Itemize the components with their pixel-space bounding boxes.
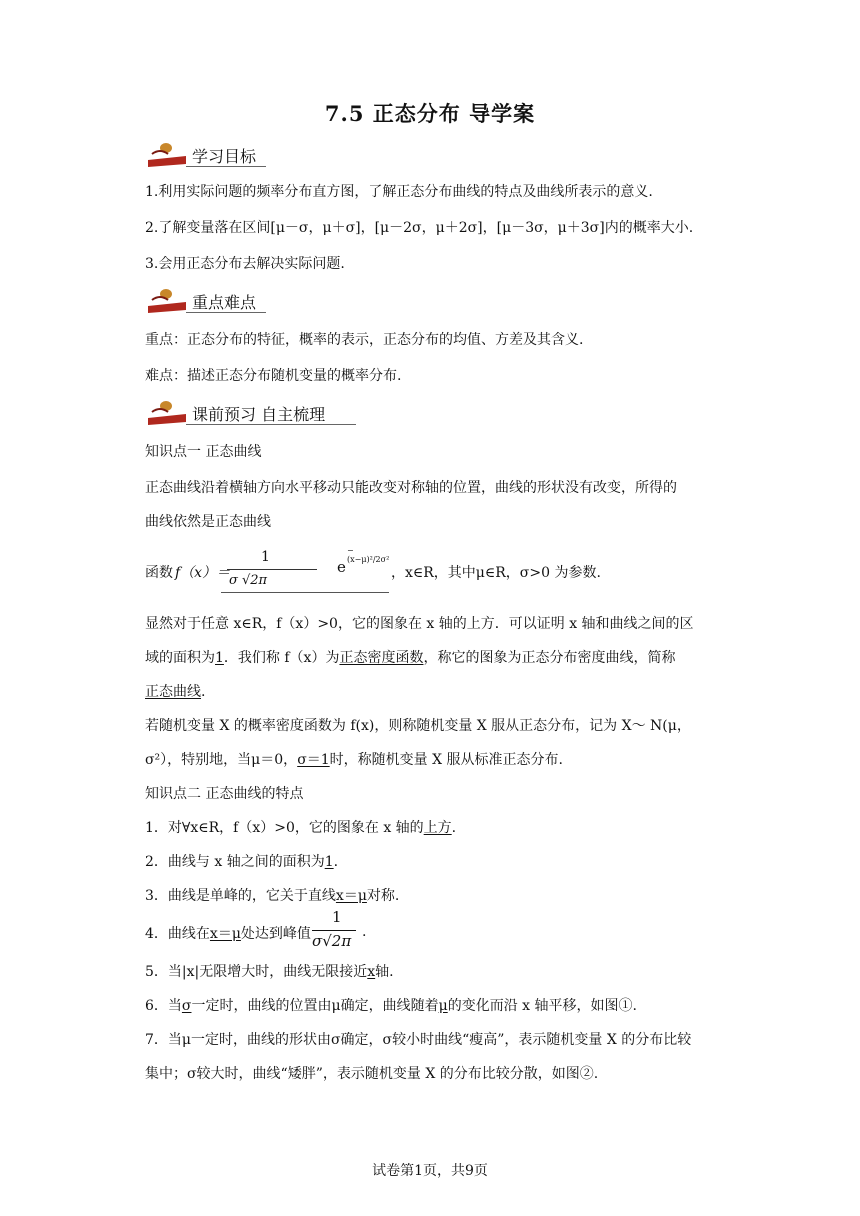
k1-paragraph-line bbox=[145, 682, 205, 702]
formula-underline bbox=[221, 592, 389, 593]
k2-heading: 知识点二 正态曲线的特点 bbox=[145, 786, 304, 802]
k2-item-3 bbox=[145, 886, 399, 906]
section-title: 学习目标 bbox=[192, 147, 257, 166]
formula-fx: f（x）＝ bbox=[175, 565, 231, 581]
goal-line-1: 1.利用实际问题的频率分布直方图，了解正态分布曲线的特点及曲线所表示的意义. bbox=[145, 184, 653, 200]
text-run: . bbox=[333, 854, 339, 870]
text-run: ，称它的图象为正态分布密度曲线，简称 bbox=[423, 650, 676, 666]
text-run: 对称. bbox=[366, 888, 400, 904]
text-run: 1．对∀x∈R，f（x）>0，它的图象在 x 轴的 bbox=[145, 820, 424, 836]
k1-paragraph-line: 正态曲线沿着横轴方向水平移动只能改变对称轴的位置，曲线的形状没有改变，所得的 bbox=[145, 480, 677, 496]
text-run: 域的面积为 bbox=[145, 650, 215, 666]
underlined-answer: 1 bbox=[215, 650, 224, 666]
text-run: 6．当 bbox=[145, 998, 182, 1014]
section-header-keypoints bbox=[146, 286, 506, 316]
text-run: 时，称随机变量 X 服从标准正态分布. bbox=[329, 752, 563, 768]
text-run: 一定时，曲线的位置由μ确定，曲线随着 bbox=[191, 998, 439, 1014]
text-run: σ²），特别地，当μ＝0， bbox=[145, 752, 298, 768]
k2-item-4 bbox=[145, 924, 311, 944]
goal-line-2: 2.了解变量落在区间[μ－σ，μ＋σ]，[μ－2σ，μ＋2σ]，[μ－3σ，μ＋3σ]内的概率大小. bbox=[145, 220, 694, 236]
text-run: 轴. bbox=[375, 964, 394, 980]
section-title: 重点难点 bbox=[192, 293, 257, 312]
section-title: 课前预习 自主梳理 bbox=[192, 405, 326, 424]
section-header-preview bbox=[146, 398, 506, 428]
k2-item-7-cont: 集中；σ较大时，曲线“矮胖”，表示随机变量 X 的分布比较分散，如图②. bbox=[145, 1066, 599, 1082]
goal-line-3: 3.会用正态分布去解决实际问题. bbox=[145, 256, 345, 272]
text-run: . bbox=[201, 684, 206, 700]
underlined-answer: 正态曲线 bbox=[145, 684, 201, 700]
text-run: 3．曲线是单峰的，它关于直线 bbox=[145, 888, 336, 904]
k1-paragraph-line: 若随机变量 X 的概率密度函数为 f(x)，则称随机变量 X 服从正态分布，记为 X～ N(μ， bbox=[145, 718, 691, 734]
text-run: 5．当|x|无限增大时，曲线无限接近 bbox=[145, 964, 368, 980]
section-underline bbox=[186, 312, 266, 313]
formula-fraction bbox=[221, 546, 390, 594]
text-run: 2．曲线与 x 轴之间的面积为 bbox=[145, 854, 325, 870]
peak-numerator: 1 bbox=[332, 908, 342, 926]
k2-item-6 bbox=[145, 996, 637, 1016]
k1-paragraph-line: 显然对于任意 x∈R，f（x）>0，它的图象在 x 轴的上方．可以证明 x 轴和曲线之间的区 bbox=[145, 616, 694, 632]
underlined-answer: 1 bbox=[324, 854, 334, 870]
page-footer: 试卷第1页，共9页 bbox=[372, 1163, 488, 1179]
keypoint-nan: 难点：描述正态分布随机变量的概率分布. bbox=[145, 368, 402, 384]
underlined-answer: σ bbox=[181, 998, 192, 1014]
k2-item-1 bbox=[145, 818, 456, 838]
formula-exponent: −(x−μ)²/2σ² bbox=[347, 546, 390, 564]
formula-denominator: σ √2π bbox=[229, 573, 268, 588]
k1-paragraph-line bbox=[145, 648, 675, 668]
k1-heading: 知识点一 正态曲线 bbox=[145, 444, 262, 460]
underlined-answer: 上方 bbox=[423, 820, 452, 836]
underlined-answer: μ bbox=[438, 998, 448, 1014]
underlined-answer: x bbox=[367, 964, 376, 980]
fraction-bar bbox=[312, 930, 356, 931]
density-formula bbox=[145, 546, 705, 596]
k2-item-2 bbox=[145, 852, 338, 872]
peak-denominator: σ√2π bbox=[312, 932, 352, 950]
section-underline bbox=[186, 166, 266, 167]
text-run: . bbox=[451, 820, 457, 836]
underlined-answer: 正态密度函数 bbox=[339, 650, 424, 666]
section-badge-icon bbox=[146, 398, 190, 426]
k1-paragraph-line: 曲线依然是正态曲线 bbox=[145, 514, 271, 530]
text-run: 的变化而沿 x 轴平移，如图①. bbox=[447, 998, 637, 1014]
peak-value-fraction bbox=[312, 908, 362, 952]
fraction-bar bbox=[227, 569, 317, 570]
text-run: 4．曲线在 bbox=[145, 926, 210, 942]
section-badge-icon bbox=[146, 286, 190, 314]
formula-suffix: ，x∈R，其中μ∈R，σ>0 为参数. bbox=[391, 565, 601, 581]
page-title: 7.5 正态分布 导学案 bbox=[324, 101, 536, 126]
section-header-goals bbox=[146, 140, 506, 170]
section-badge-icon bbox=[146, 140, 190, 168]
underlined-answer: σ＝1 bbox=[297, 752, 330, 768]
k1-paragraph-line bbox=[145, 750, 563, 770]
k2-item-7: 7．当μ一定时，曲线的形状由σ确定，σ较小时曲线“瘦高”，表示随机变量 X 的分布比较 bbox=[145, 1032, 692, 1048]
underlined-answer: x＝μ bbox=[209, 926, 241, 942]
keypoint-zhong: 重点：正态分布的特征，概率的表示，正态分布的均值、方差及其含义. bbox=[145, 332, 584, 348]
formula-numerator: 1 bbox=[261, 549, 270, 565]
underlined-answer: x＝μ bbox=[335, 888, 367, 904]
formula-exp-base: e bbox=[337, 558, 346, 576]
text-run: 处达到峰值 bbox=[240, 926, 311, 942]
section-underline bbox=[186, 424, 356, 425]
k2-item-5 bbox=[145, 962, 394, 982]
formula-prefix: 函数 bbox=[145, 565, 173, 581]
text-run: ．我们称 f（x）为 bbox=[223, 650, 340, 666]
text-run: . bbox=[362, 924, 367, 940]
